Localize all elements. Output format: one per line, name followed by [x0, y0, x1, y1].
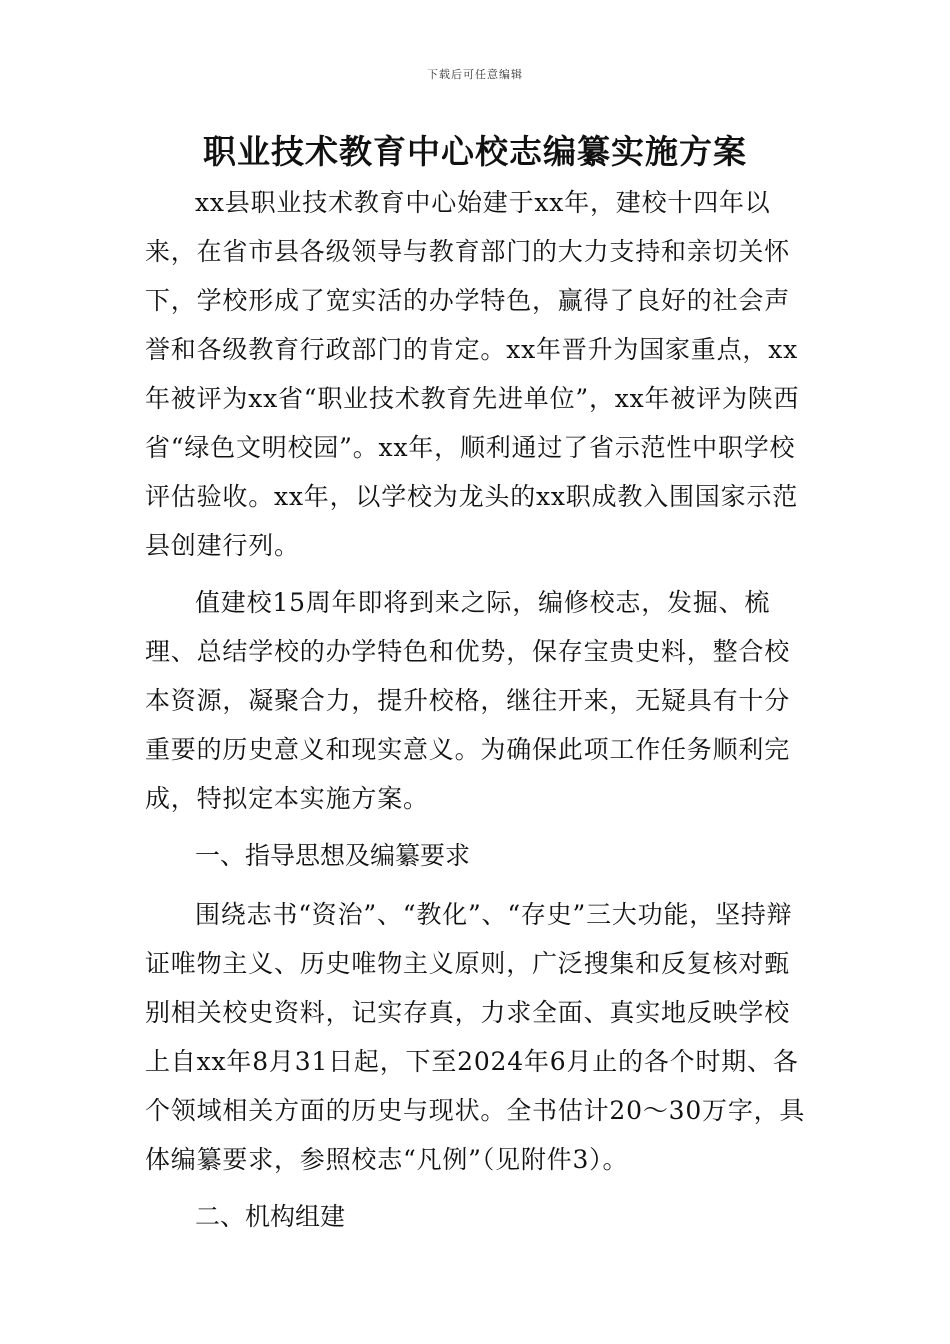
- section-heading-guiding-thought: 一、指导思想及编纂要求: [195, 841, 471, 870]
- paragraph-intro: xx县职业技术教育中心始建于xx年，建校十四年以来，在省市县各级领导与教育部门的大力支持和亲切关怀下，学校形成了宽实活的办学特色，赢得了良好的社会声誉和各级教育行政部门的肯定。xx年晋升为国家重点，xx年被评为xx省“职业技术教育先进单位”，xx年被评为陕西省“绿色文明校园”。xx年，顺利通过了省示范性中职学校评估验收。xx年，以学校为龙头的xx职成教入围国家示范县创建行列。: [145, 188, 800, 560]
- paragraph-purpose: 值建校15周年即将到来之际，编修校志，发掘、梳理、总结学校的办学特色和优势，保存宝贵史料，整合校本资源，凝聚合力，提升校格，继往开来，无疑具有十分重要的历史意义和现实意义。为确保此项工作任务顺利完成，特拟定本实施方案。: [145, 588, 791, 813]
- paragraph-requirements: 围绕志书“资治”、“教化”、“存史”三大功能，坚持辩证唯物主义、历史唯物主义原则，广泛搜集和反复核对甄别相关校史资料，记实存真，力求全面、真实地反映学校上自xx年8月31日起，下至2024年6月止的各个时期、各个领域相关方面的历史与现状。全书估计20～30万字，具体编纂要求，参照校志“凡例”（见附件3）。: [145, 900, 806, 1174]
- header-note: 下载后可任意编辑: [427, 68, 523, 81]
- document-body: [145, 178, 815, 1251]
- document-title: 职业技术教育中心校志编纂实施方案: [203, 132, 747, 171]
- section-heading-organization: 二、机构组建: [195, 1202, 346, 1231]
